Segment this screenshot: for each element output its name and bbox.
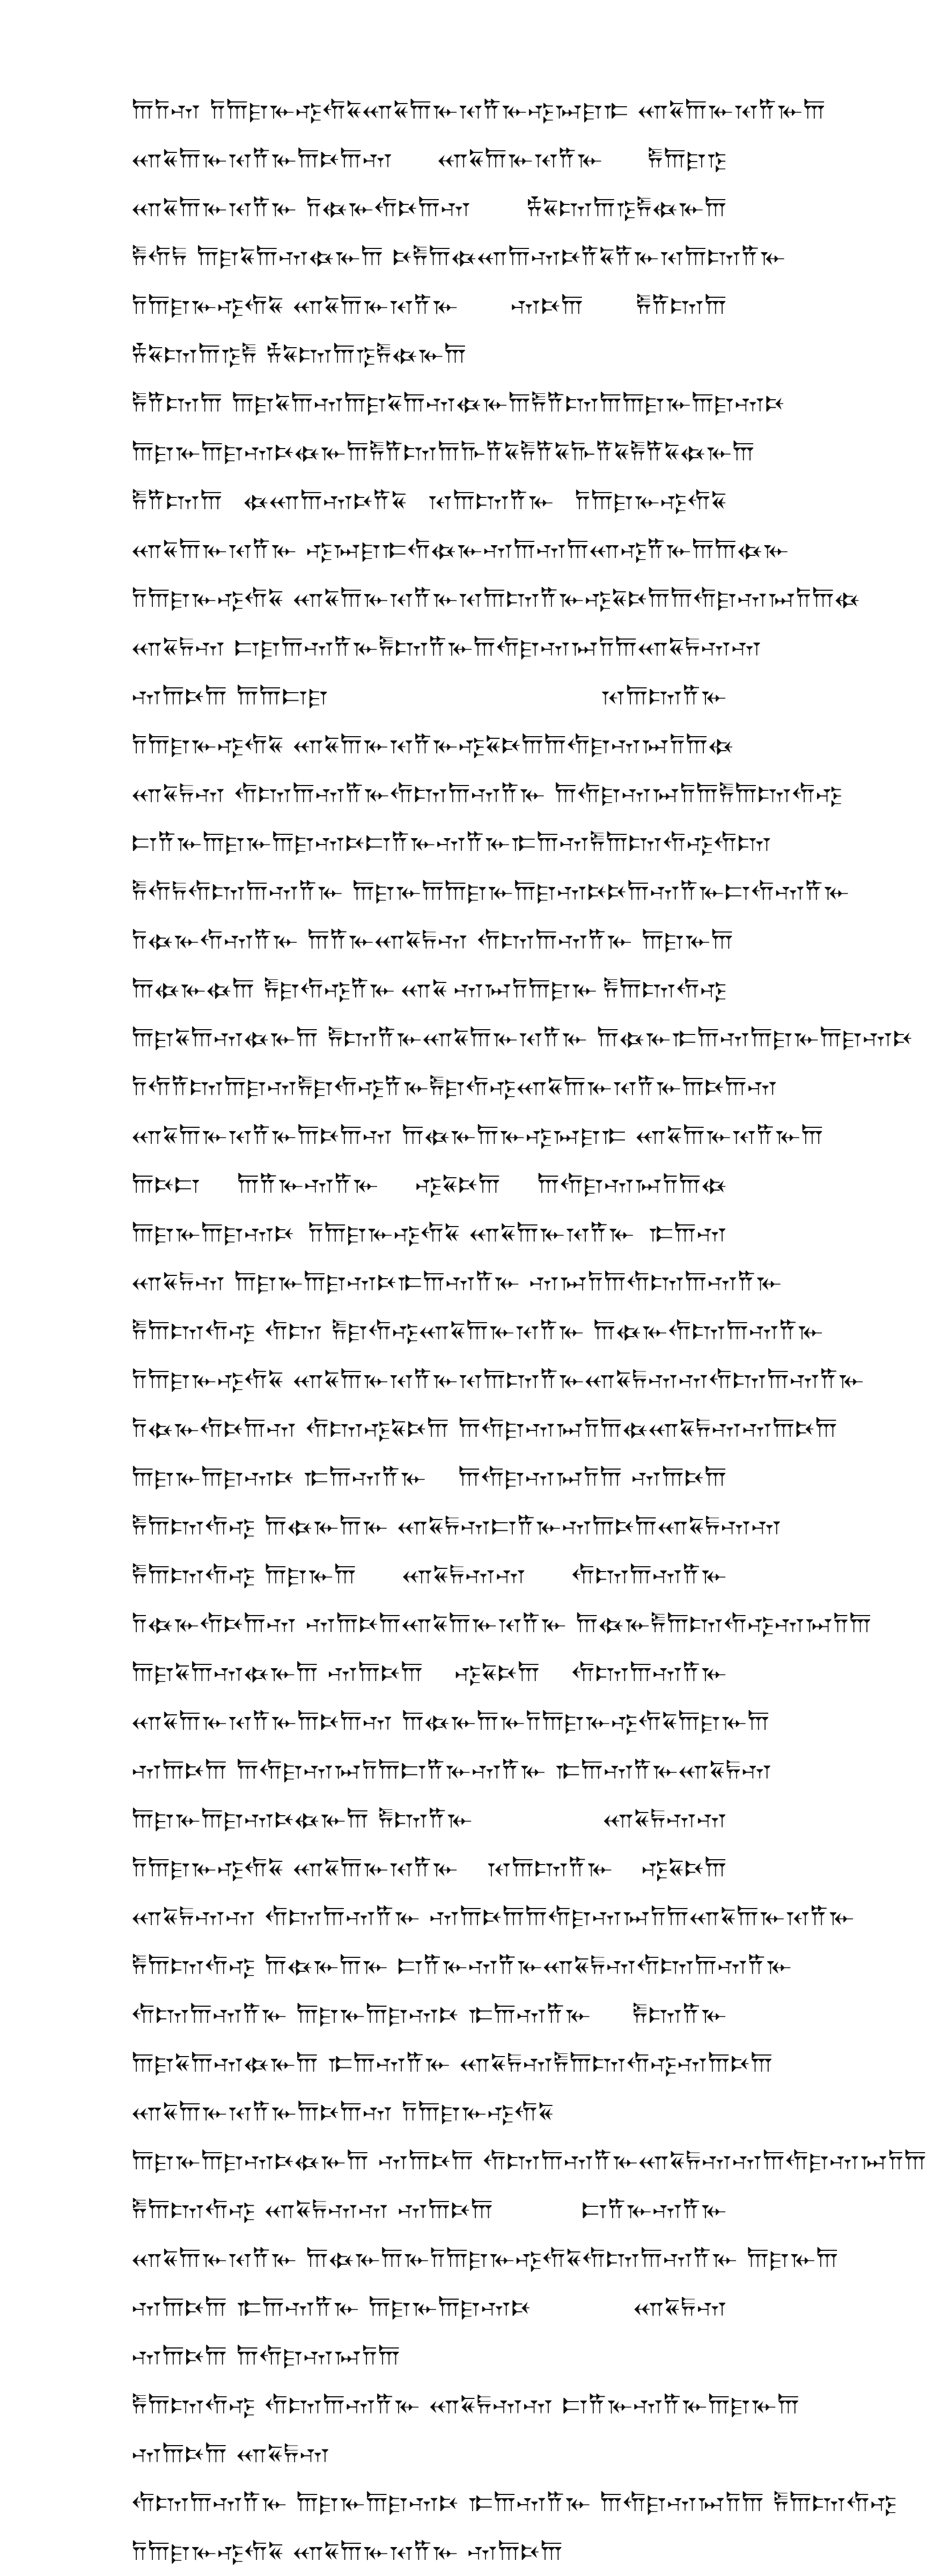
text-line [132,1404,838,1453]
text-segment: 𐎭𐎠𐎼𐎹𐎺𐎢𐏁 𐎧𐏁𐎠𐎹𐎰𐎡𐎹 [132,730,459,759]
text-line [132,2137,927,2185]
text-segment: 𐎠𐎼𐎹𐎠𐎼𐎶𐎴𐏃𐎹𐎠 𐎱𐎫𐎡𐎹 [132,1804,474,1833]
text-line [132,672,727,721]
text-line [132,1990,727,2039]
text-line [132,281,727,330]
text-segment: 𐎠𐎼𐎹𐎠𐎼𐎶𐎴 𐎣𐎠𐎶𐎡𐎹 [132,1463,427,1492]
text-segment: 𐎧𐏁𐏂𐎶𐎶 [585,1365,709,1394]
text-line [132,1502,782,1551]
text-segment: 𐎢𐎫𐎠𐎶𐎡𐎹 𐎠𐎼𐎹𐎠𐎼𐎶𐎴 𐎣𐎠𐎶𐎡𐎹 𐎠𐎢𐎼𐎶𐏀𐎭𐎠 𐎱𐎠𐎫𐎢𐎺 [132,2488,898,2517]
text-segment: 𐎧𐏁𐎠𐎹𐎰𐎡𐎹 𐎠𐏃𐎹 [419,1316,668,1345]
text-segment: 𐎭𐎠𐎼𐎹𐎺𐎢𐏁 [526,1707,679,1736]
text-segment: 𐎧𐏁𐎠𐎹𐎰𐎡𐎹 [689,1902,855,1931]
text-segment: 𐎻𐏁𐎫𐎠𐎿𐎱 𐎻𐏁𐎫𐎠𐎿𐎱𐏃𐎹𐎠 [132,340,467,369]
text-line [132,379,785,428]
text-segment: 𐎭𐎢𐎡𐎫𐎠𐎼𐎶 [132,1072,298,1101]
text-segment: 𐎠𐏃𐎹𐏃𐎠 𐎱𐎼𐎢𐎺𐎡𐎹 [132,974,396,1003]
text-segment: 𐎶𐎠𐎧𐎺𐎡𐎹𐎠 [536,535,715,564]
text-line [132,2234,840,2283]
text-segment: 𐎠𐎼𐎹𐎠𐎼𐎶𐎴 [444,877,608,906]
text-segment: 𐎲𐎡𐎹𐎶𐎡𐎹 [582,2195,727,2224]
text-segment: 𐎱𐎠𐎫𐎢𐎺 𐎢𐎫 𐎱𐎼𐎢𐎺 [132,1316,420,1345]
text-segment: 𐎠𐎼𐎹𐎠 [708,2390,800,2419]
text-segment: 𐎭𐎠𐎼𐎹𐎺𐎢𐏁 𐎧𐏁𐎠𐎹𐎰𐎡𐎹 [308,1219,635,1247]
text-segment: 𐎢𐎫𐎠𐎶𐎡𐎹 [668,1316,824,1345]
text-segment: 𐎧𐏁𐏂𐎶 [543,1951,637,1980]
text-line [132,818,772,867]
text-segment: 𐎧𐏁𐎠𐎹𐎰𐎡𐎹 𐎠𐏃𐎹 [401,1609,651,1638]
text-line [132,965,727,1014]
text-segment: 𐎧𐏁𐏂𐎶𐎶 𐎢𐎫𐎠𐎶𐎡𐎹 𐎶𐎠𐎴𐎠 [132,1902,526,1931]
text-line [132,330,727,379]
text-segment: 𐎱𐎠𐎫𐎢𐎺 [651,1609,775,1638]
text-segment: 𐎠𐎢𐎼𐎶𐏀𐎭𐎠 [763,2146,927,2175]
text-segment: 𐎺𐏁𐎴𐎠 [459,730,545,759]
text-line [132,769,843,818]
text-segment: 𐎲𐎡𐎹 [491,1511,562,1540]
text-segment: 𐎧𐏁𐏂𐎶𐎶 [603,1804,727,1833]
text-segment: 𐎧𐏁𐏂𐎶 𐎢𐎫𐎠𐎶𐎡𐎹 𐎠𐎼𐎹𐎠 [374,926,734,955]
text-segment: 𐎭𐎠𐎼𐎹𐎺𐎢𐏁 [430,2244,583,2273]
text-segment: 𐎱𐎠𐎫𐎢𐎺 𐎠𐏃𐎹𐎠𐎹 𐎧𐏁𐏂𐎶 [132,1511,491,1540]
text-segment: 𐎧𐏁𐏂𐎶 [679,1756,772,1785]
text-segment: 𐎧𐏁𐏂𐎶𐎶 [638,2146,763,2175]
text-line [132,232,786,281]
text-segment: 𐎱𐎠𐎫𐎢𐎺 𐎧𐏁𐏂𐎶𐎶 𐎶𐎠𐎴𐎠 [132,2195,494,2224]
text-segment: 𐎠𐎢𐎼𐎶𐏀𐎭𐎠𐏃 [544,730,734,759]
text-segment: 𐎺𐏁𐎴𐎠 [454,1658,541,1687]
text-line [132,476,727,525]
text-segment: 𐎧𐏁𐎠𐎹𐎰𐎡𐎹 𐎠𐏃𐎹 [422,1023,672,1052]
text-segment: 𐎠𐎼𐎹𐎠 [678,1707,770,1736]
text-segment: 𐎢𐎫𐎠𐎶𐎡𐎹 𐎠𐎼𐎹𐎠 [188,877,445,906]
text-segment: 𐎠𐎢𐎼𐎶𐏀𐎭𐎠 𐎶𐎠𐎴𐎠 [458,1463,727,1492]
text-segment: 𐎱𐎫𐎡𐎹 [632,2000,727,2029]
text-line [132,1697,770,1746]
text-segment: 𐎢𐎫𐎠𐎶𐎡𐎹 𐎠𐎼𐎹𐎠𐎼𐎶𐎴 𐎣𐎠𐎶𐎡𐎹 [132,2000,592,2029]
text-segment: 𐎢𐎫𐎠𐎶𐎡𐎹 [637,1951,793,1980]
text-line [132,623,762,672]
text-segment: 𐎱𐎡𐎫𐎠 [531,388,623,417]
text-line [132,1844,727,1892]
text-segment: 𐎱𐎼𐎢𐎺𐎡𐎹 [298,1072,430,1101]
text-line [132,1941,793,1990]
text-segment: 𐎺𐏀𐎼𐎣 𐎧𐏁𐎠𐎹𐎰𐎡𐎹𐎠 [528,96,826,124]
text-segment: 𐎴𐎠𐎶𐎡𐎹 [607,877,725,906]
text-segment: 𐎲𐎡𐎹𐎶𐎡𐎹 𐎣𐎠𐎶𐎡𐎹 [401,1756,679,1785]
text-segment: 𐎠𐎼𐎹𐎠𐎼𐎶𐎴𐏃𐎹𐎠 [132,437,370,466]
text-line [132,1599,872,1648]
text-segment: 𐎶𐎠𐎴𐎠 𐎧𐏁𐏂𐎶 [132,2439,330,2468]
text-segment: 𐎧𐏁𐎠𐎹𐎰𐎡𐎹 [438,144,604,173]
text-line [132,2283,727,2332]
text-segment: 𐎭𐎠𐎼𐎹𐎺𐎢𐏁 𐎧𐏁𐎠𐎹𐎰𐎡𐎹 [132,1853,459,1882]
text-segment: 𐎺𐏁𐎴𐎠 𐎠𐎢𐎼𐎶𐏀𐎭𐎠𐏃 [364,1414,649,1443]
text-line [132,525,790,574]
text-segment: 𐎶𐏀𐎭𐎠 [775,1609,872,1638]
text-segment: 𐎭𐏃𐎹𐎢𐎴𐎠𐎶 𐎢𐎫 [132,1414,364,1443]
text-segment: 𐎱𐎠𐎫𐎢𐎺 [603,974,727,1003]
text-segment: 𐎠𐎼𐏁𐎠𐎶𐏃𐎹𐎠 𐎶𐎠𐎴𐎠 [132,1658,424,1687]
text-segment: 𐎠𐎼𐎹𐎠𐎼𐎶𐎴𐏃𐎹𐎠 𐎶𐎠𐎴𐎠 𐎢𐎫𐎠𐎶𐎡𐎹 [132,2146,639,2175]
text-line [132,1160,727,1209]
text-segment: 𐎧𐏁𐏂𐎶𐎶 [658,1511,782,1540]
text-segment: 𐎱𐎠𐎫𐎢𐎺 [719,779,843,808]
text-line [132,2527,727,2576]
text-segment: 𐎣𐎠𐎶𐎡𐎹 𐎶𐏀𐎭𐎠 [397,1267,627,1296]
text-segment: 𐎭𐎠𐎼𐎹𐎺𐎢𐏁 𐎧𐏁𐎠𐎹𐎰𐎡𐎹 [132,1365,459,1394]
text-segment: 𐎠𐎼𐎹𐎠𐎼𐎶𐎴 [751,1023,914,1052]
text-segment: 𐎠𐎡𐎹𐎶𐎡𐎹 [237,1170,379,1199]
text-segment: 𐎱𐎡𐎫𐎠 [636,291,727,320]
text-segment: 𐎭𐏃𐎹𐎢𐎶𐎡𐎹 𐎠𐎡𐎹 [132,926,375,955]
text-line [132,86,826,135]
text-segment: 𐎠𐎼𐎹𐎠𐎼𐎶𐎴 [202,828,366,857]
text-segment: 𐎰𐎠𐎫𐎡𐎹 [660,242,786,271]
text-line [132,1014,914,1062]
text-line [132,2430,727,2478]
text-line [132,574,861,623]
text-segment: 𐎧𐏁𐎠𐎹𐎰𐎡𐎹𐎠𐎴𐎠𐎶 [132,144,393,173]
text-segment: 𐎧𐏁𐎠𐎹𐎰𐎡𐎹 𐎺𐏀𐎼𐎣 [132,535,408,564]
text-segment: 𐎲𐎡𐎹𐎶𐎡𐎹 [365,828,511,857]
text-segment: 𐎱𐎡𐎫𐎠 [369,437,461,466]
text-segment: 𐎠𐎢𐎼𐎶𐏀𐎭𐎠𐏃 [537,1170,727,1199]
text-segment: 𐎰𐎠𐎫𐎡𐎹 [428,486,555,515]
text-segment: 𐎭𐎠𐎼𐎹𐎺𐎢𐏁 𐎧𐏁𐎠𐎹𐎰𐎡𐎹 [132,291,459,320]
text-segment: 𐎣𐎠𐎶 [511,828,590,857]
text-segment: 𐎧𐏁𐎠𐎹𐎰𐎡𐎹𐎠𐎴𐎠𐎶 𐎠𐏃𐎹𐎠𐎹 [132,1707,526,1736]
text-segment: 𐎻𐏁𐎫𐎠𐎿𐎱𐏃𐎹𐎠 [527,193,727,222]
text-segment: 𐎭𐎠𐎼𐎹𐎺𐎢𐏁 𐎧𐏁𐎠𐎹𐎰𐎡𐎹 [132,584,459,613]
text-line [132,2185,727,2234]
text-segment: 𐎧𐏁𐎠𐎹𐎰𐎡𐎹𐎠𐎴𐎠𐎶 𐎭𐎠𐎼𐎹𐎺𐎢𐏁 [132,2097,555,2126]
text-segment: 𐎧𐏁𐏂𐎶 [634,2293,727,2322]
text-segment: 𐎨𐎡𐏁𐎱𐎡𐏁𐏃𐎹𐎠 [570,437,755,466]
text-segment: 𐏃𐎧𐎠𐎶𐎴𐎡𐏁𐎡𐎹 [451,242,660,271]
text-segment: 𐎠𐎢𐎼𐎶𐏀𐎭𐎠 [525,1902,690,1931]
text-segment: 𐎢𐎫𐎠𐎶𐎡𐎹 [571,1560,727,1589]
text-line [132,1307,824,1355]
text-segment: 𐎶𐎠𐎴𐎠 [742,1414,838,1443]
text-segment: 𐎨𐎡𐏁𐎱𐎡𐏁 [460,437,571,466]
text-segment: 𐎠𐎴𐎲 [132,1170,201,1199]
text-segment: 𐎠𐎭𐎶 𐎭𐎠𐎼𐎹𐎺𐎢𐏁 [132,96,363,124]
text-line [132,2381,800,2430]
text-segment: 𐏃𐎧𐎠𐎶𐎴𐎡𐏁 [244,486,408,515]
text-segment: 𐎧𐏁 [401,974,448,1003]
text-line [132,135,727,184]
text-segment: 𐎶𐎠𐎴𐎠 [678,2049,774,2078]
text-segment: 𐎠𐎼𐏁𐎠𐎶𐏃𐎹𐎠 𐎱𐎫𐎡𐎹 [132,1023,423,1052]
text-line [132,1551,727,1599]
text-segment: 𐎶𐏀𐎭𐎠𐎼𐎹 [454,974,598,1003]
text-segment: 𐎲𐎡𐎹 [132,828,203,857]
text-line [132,184,727,232]
text-segment: 𐎧𐏁𐎠𐎹𐎰𐎡𐎹𐎠𐎴𐎠𐎶 [517,1072,778,1101]
text-segment: 𐎱𐎢𐏂 [132,877,188,906]
text-line [132,1453,727,1502]
text-segment: 𐎠𐎼𐎹𐎠𐎼𐎶𐎴 [622,388,785,417]
text-segment: 𐎭𐎠𐎼𐎹𐎺𐎢𐏁 𐎧𐏁𐎠𐎹𐎰𐎡𐎹 𐎶𐎠𐎴𐎠 [132,2537,564,2566]
text-segment: 𐎣𐎠𐎶 [649,1219,727,1247]
text-line [132,1258,783,1307]
text-segment: 𐎱𐎠𐎫𐎢𐎺 [590,828,714,857]
text-segment: 𐎧𐏁𐏂𐎶 𐎲𐎼𐎠𐎶𐎡𐎹 [132,633,379,662]
text-segment: 𐎢𐎫𐎠𐎶𐎡𐎹 𐎠𐎢𐎼𐎶𐏀𐎭𐎠 [390,779,719,808]
text-segment: 𐎱𐎠𐎫𐎢𐎺 𐎠𐎼𐎹𐎠 [132,1560,357,1589]
text-segment: 𐎢𐎫 [713,828,772,857]
text-segment: 𐎭𐏃𐎹𐎢𐎴𐎠𐎶 𐎶𐎠𐎴𐎠 [132,1609,402,1638]
text-segment: 𐎧𐏁𐎠𐎹𐎰𐎡𐎹 𐎭𐏃𐎹𐎢𐎴𐎠𐎶 [132,193,472,222]
text-segment: 𐎱𐎢𐏂 𐎠𐎼𐏁𐎠𐎶𐏃𐎹𐎠 𐎴𐎱𐎠 [132,242,452,271]
text-line [132,916,734,965]
text-segment: 𐎧𐏁𐏂𐎶𐎶 [638,633,762,662]
text-segment: 𐎱𐎠𐎫𐎢𐎺 𐎠𐏃𐎹𐎠𐎹 𐎲𐎡𐎹𐎶𐎡𐎹 [132,1951,543,1980]
text-line [132,1892,855,1941]
text-segment: 𐎱𐎫𐎡𐎹 [379,633,474,662]
text-segment: 𐎰𐎠𐎫𐎡𐎹 [487,1853,614,1882]
text-line [132,1355,865,1404]
text-segment: 𐎢𐎫𐎠𐎶𐎡𐎹 𐎠𐎼𐎹𐎠 [582,2244,840,2273]
text-segment: 𐎣𐎠𐎶 [672,1023,751,1052]
text-segment: 𐎠𐎼𐎹𐎠𐎼𐎶𐎴 [132,1219,295,1247]
text-segment: 𐎶𐎠𐎴𐎠 𐎠𐎢𐎼𐎶𐏀𐎭𐎠 [132,1756,401,1785]
text-segment: 𐎧𐏁𐏂𐎶 [649,1414,742,1443]
text-segment: 𐎧𐏁𐎠𐎹𐎰𐎡𐎹𐎠𐎴𐎠𐎶 𐎠𐏃𐎹𐎠𐎹 [132,1121,526,1150]
text-segment: 𐎺𐏁𐎴𐎠 [415,1170,502,1199]
text-segment: 𐎠𐏃𐎹 [715,535,790,564]
text-segment: 𐎢𐏃𐎹𐎶𐎠 [407,535,536,564]
text-segment: 𐎱𐎼𐎢𐎺 [429,1072,517,1101]
text-segment: 𐎧𐏁𐎠𐎹𐎰𐎡𐎹 [362,96,528,124]
text-line [132,2478,898,2527]
text-segment: 𐎰𐎠𐎫𐎡𐎹 [459,1365,585,1394]
text-segment: 𐎰𐎠𐎫𐎡𐎹 [459,584,585,613]
text-segment: 𐎺𐏁𐎴𐎠 [642,1853,727,1882]
text-segment: 𐎠𐎢𐎼𐎶𐏀𐎭𐎠 [473,633,638,662]
text-segment: 𐎶𐎠𐎴𐎠 𐎠𐎠𐎲𐎼 [132,681,329,710]
text-segment: 𐎧𐏁𐏂𐎶𐎶 [402,1560,527,1589]
text-line [132,428,755,476]
text-segment: 𐎧𐏁𐎠𐎹𐎰𐎡𐎹 𐎠𐏃𐎹𐎠𐎹 [132,2244,430,2273]
text-segment: 𐎧𐏁𐏂𐎶 𐎠𐎼𐎹𐎠𐎼𐎶𐎴 [132,1267,398,1296]
text-segment: 𐎺𐏀𐎼𐎣 𐎧𐏁𐎠𐎹𐎰𐎡𐎹𐎠 [526,1121,825,1150]
text-segment: 𐎢𐎫𐎠𐎶𐎡𐎹 [627,1267,783,1296]
text-line [132,1062,778,1111]
text-line [132,2039,774,2088]
text-line [132,2088,727,2137]
text-segment: 𐎧𐏁𐏂𐎶 𐎢𐎫𐎠𐎶𐎡𐎹 [132,779,391,808]
text-segment: 𐎶𐎠𐎴𐎠 𐎠𐎢𐎼𐎶𐏀𐎭𐎠 [132,2342,401,2370]
text-segment: 𐎱𐎡𐎫𐎠 [132,486,224,515]
text-segment: 𐎢𐎫𐎠𐎶𐎡𐎹 [709,1365,865,1394]
text-segment: 𐎲𐎢𐎶𐎡𐎹 [725,877,850,906]
text-segment: 𐎱𐎠𐎫𐎢𐎺 𐎢𐎫𐎠𐎶𐎡𐎹 𐎧𐏁𐏂𐎶𐎶 𐎲𐎡𐎹𐎶𐎡𐎹 [132,2390,708,2419]
text-line [132,2332,727,2381]
text-segment: 𐎠𐎼𐏁𐎠𐎶𐏃𐎹𐎠 [344,388,532,417]
text-segment: 𐎠𐎢𐎼𐎶𐏀𐎭𐎠𐏃 [671,584,861,613]
text-segment: 𐎶𐎠𐎴𐎠 𐎣𐎠𐎶𐎡𐎹 𐎠𐎼𐎹𐎠𐎼𐎶𐎴 [132,2293,532,2322]
text-segment: 𐎺𐏁𐎴𐎠 [585,584,671,613]
text-segment: 𐎱𐎠𐎼𐎿 [648,144,727,173]
text-line [132,1209,727,1258]
text-line [132,1746,772,1795]
inscription-text [132,86,927,2576]
text-segment: 𐎶𐎠𐎴𐎠 [562,1511,658,1540]
text-line [132,721,734,769]
text-segment: 𐎱𐎡𐎫𐎠 𐎠𐎼𐏁𐎠𐎶 [132,388,344,417]
text-line [132,1648,727,1697]
text-segment: 𐎱𐎠𐎫𐎢𐎺 [553,2049,678,2078]
text-segment: 𐎠𐎼𐏁𐎠𐎶𐏃𐎹𐎠 𐎣𐎠𐎶𐎡𐎹 𐎧𐏁𐏂𐎶 [132,2049,554,2078]
text-line [132,867,850,916]
text-segment: 𐎢𐎫𐎠𐎶𐎡𐎹 [571,1658,727,1687]
text-line [132,1795,727,1844]
text-line [132,1111,825,1160]
text-segment: 𐎭𐎠𐎼𐎹𐎺𐎢𐏁 [575,486,727,515]
text-segment: 𐎰𐎠𐎫𐎡𐎹 [601,681,727,710]
text-segment: 𐎶𐎴𐎠 [511,291,584,320]
